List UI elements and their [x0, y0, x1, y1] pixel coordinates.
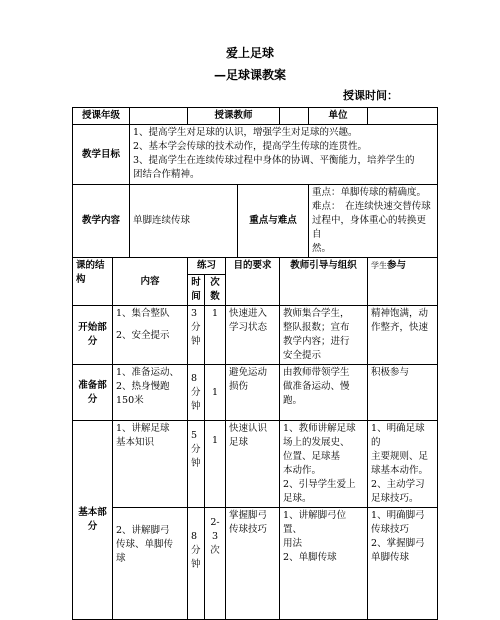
prep-part-count: 1 — [205, 365, 226, 421]
key-points-label: 重点与难点 — [238, 185, 309, 258]
structure-header: 课的结构 — [73, 258, 113, 306]
content-header: 内容 — [113, 258, 188, 306]
teaching-time-label: 授课时间： — [343, 89, 398, 102]
basic-part-count-2: 2- 3 次 — [205, 508, 226, 620]
goals-text: 1、提高学生对足球的认识，增强学生对足球的兴趣。 2、基本学会传球的技术动作，提高学生传球的连贯性。 3、提高学生在连续传球过程中身体的协调、平衡能力，培养学生的 团结合作精神。 — [130, 125, 438, 185]
basic-part-teacher-2: 1、讲解脚弓位置、 用法 2、单脚传球 — [280, 508, 368, 620]
basic-part-student-1: 1、明确足球的 主要规则、足 球基本动作。 2、主动学习 足球技巧。 — [368, 421, 438, 508]
content-label: 教学内容 — [73, 185, 130, 258]
practice-header: 练习 — [188, 258, 226, 275]
start-part-content: 1、集合整队 2、安全提示 — [113, 306, 188, 365]
basic-part-label: 基本部分 — [73, 421, 113, 620]
structure-header-row — [73, 258, 438, 275]
teacher-guidance-header: 教师引导与组织 — [280, 258, 368, 306]
goals-row — [73, 125, 438, 185]
basic-part-content-2: 2、讲解脚弓 传球、单脚传 球 — [113, 508, 188, 620]
unit-label: 单位 — [309, 108, 368, 125]
start-part-row — [73, 306, 438, 365]
teacher-label: 授课教师 — [188, 108, 280, 125]
basic-part-goal-2: 掌握脚弓 传球技巧 — [226, 508, 280, 620]
prep-part-student: 积极参与 — [368, 365, 438, 421]
basic-part-student-2: 1、明确脚弓 传球技巧 2、掌握脚弓 单脚传球 — [368, 508, 438, 620]
basic-part-teacher-1: 1、教师讲解足球 场上的发展史、 位置、足球基 本动作。 2、引导学生爱上 足球。 — [280, 421, 368, 508]
content-value: 单脚连续传球 — [130, 185, 238, 258]
time-header: 时间 — [188, 275, 205, 306]
prep-part-content: 1、准备运动、 2、热身慢跑 150米 — [113, 365, 188, 421]
start-part-count: 1 — [205, 306, 226, 365]
info-row — [73, 108, 438, 125]
student-participation-header: 学生参与 — [368, 258, 438, 306]
grade-label: 授课年级 — [73, 108, 130, 125]
prep-part-label: 准备部分 — [73, 365, 113, 421]
start-part-time: 3 分 钟 — [188, 306, 205, 365]
lesson-title: 爱上足球 — [225, 46, 274, 60]
unit-value — [368, 108, 438, 125]
basic-part-count-1: 1 — [205, 421, 226, 508]
basic-part-time-1: 5 分 钟 — [188, 421, 205, 508]
content-row — [73, 185, 438, 258]
grade-value — [130, 108, 188, 125]
lesson-plan-table — [72, 107, 438, 620]
basic-part-content-1: 1、讲解足球 基本知识 — [113, 421, 188, 508]
start-part-label: 开始部分 — [73, 306, 113, 365]
basic-part-time-2: 8 分 钟 — [188, 508, 205, 620]
prep-part-goal: 避免运动 损伤 — [226, 365, 280, 421]
basic-part-row-1 — [73, 421, 438, 508]
start-part-teacher: 教师集合学生， 整队报数；宣布 教学内容；进行 安全提示 — [280, 306, 368, 365]
start-part-student: 精神饱满，动 作整齐，快速 — [368, 306, 438, 365]
key-points-text: 重点：单脚传球的精确度。 难点： 在连续快速交替传球 过程中，身体重心的转换更自 然。 — [309, 185, 438, 258]
goals-label: 教学目标 — [73, 125, 130, 185]
goal-header: 目的要求 — [226, 258, 280, 306]
basic-part-goal-1: 快速认识 足球 — [226, 421, 280, 508]
basic-part-row-2 — [73, 508, 438, 620]
prep-part-teacher: 由教师带领学生 做准备运动、慢 跑。 — [280, 365, 368, 421]
teacher-value — [280, 108, 309, 125]
lesson-subtitle: —足球课教案 — [213, 68, 286, 82]
count-header: 次数 — [205, 275, 226, 306]
prep-part-time: 8 分 钟 — [188, 365, 205, 421]
start-part-goal: 快速进入 学习状态 — [226, 306, 280, 365]
prep-part-row — [73, 365, 438, 421]
